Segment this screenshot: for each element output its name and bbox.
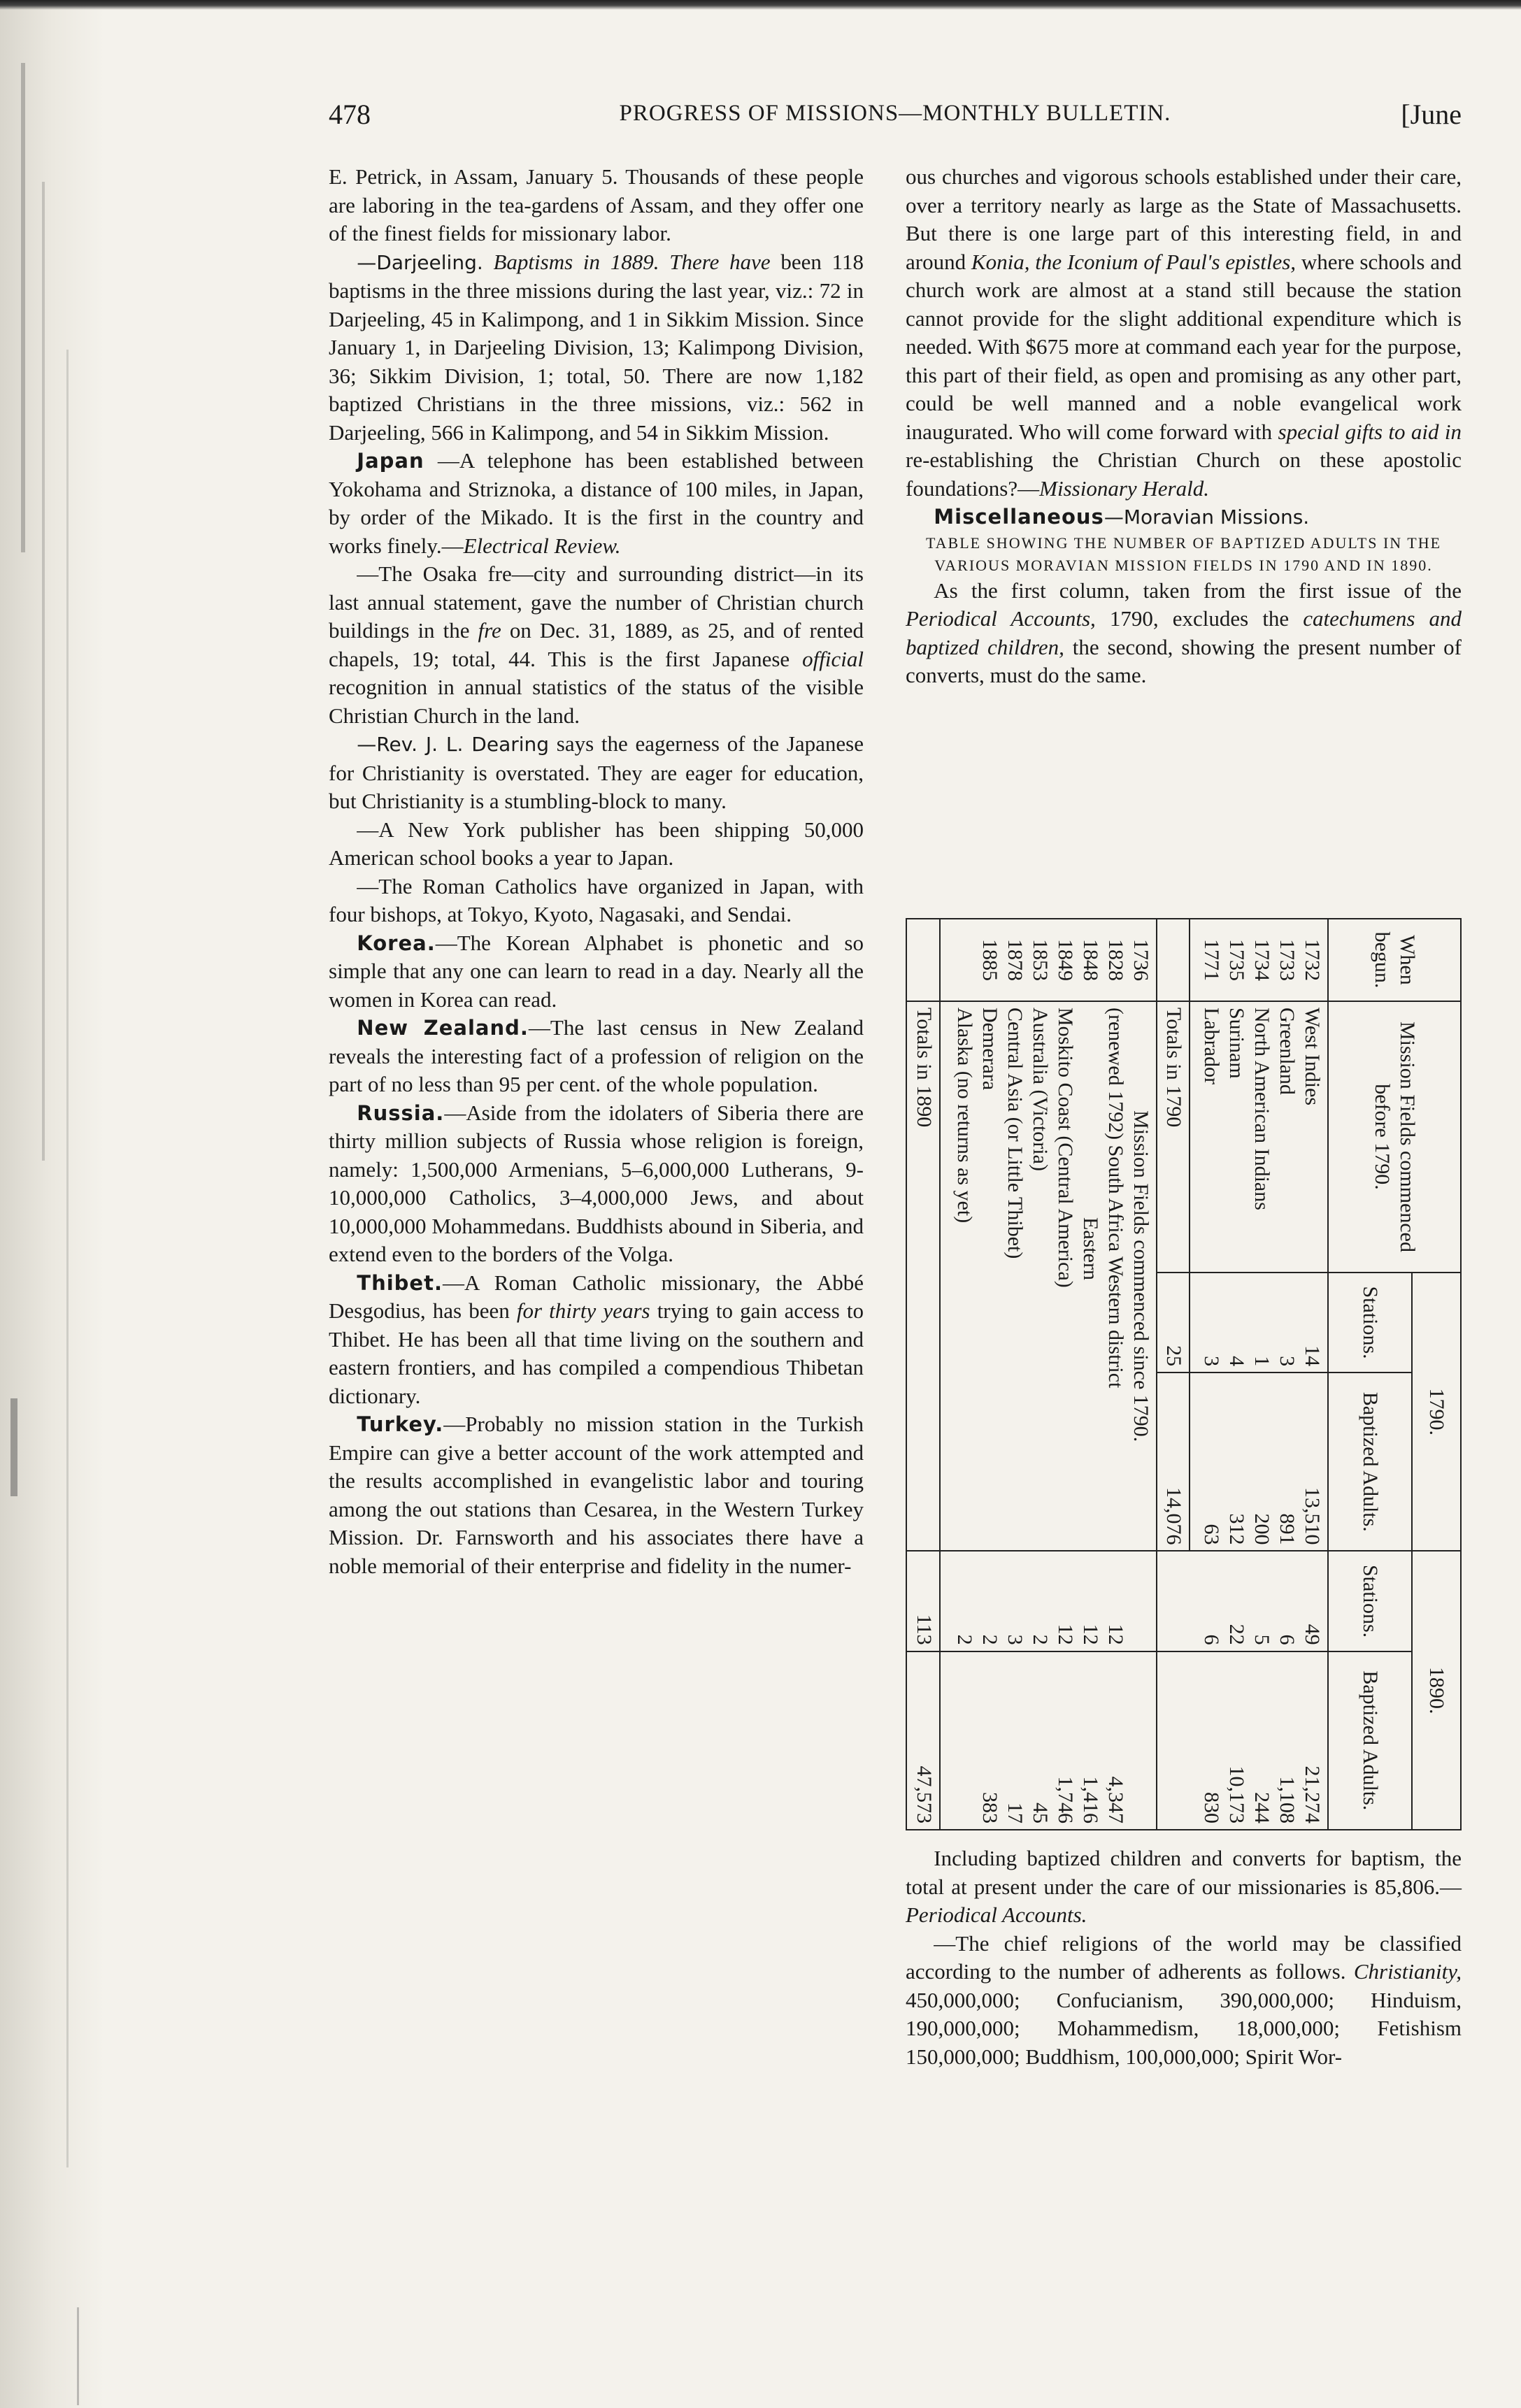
late-years-cell bbox=[940, 919, 1157, 1001]
early-year: 1732 bbox=[1301, 939, 1324, 981]
baptized-1890-value: 10,173 bbox=[1225, 1765, 1248, 1823]
early-baptized-1890-cell bbox=[1157, 1651, 1328, 1830]
totals-1890-stations: 113 bbox=[906, 1551, 940, 1651]
cesarea-italic-gifts: special gifts to aid in bbox=[1278, 419, 1462, 444]
japan-source: Electrical Review. bbox=[463, 533, 621, 558]
header-when-begun: When begun. bbox=[1328, 919, 1461, 1001]
header-1890: 1890. bbox=[1412, 1551, 1461, 1830]
cesarea-text-a: ous churches and vigorous schools established under their care, over a territory nearly as large as the State of Massachusetts. But there is one large part of this interesting field, in and around bbox=[906, 164, 1462, 274]
intro-text-a: As the first column, taken from the first issue of the bbox=[934, 578, 1462, 603]
japan-body: —A telephone has been established between Yokohama and Striznoka, a distance of 100 miles, in Japan, by order of the Mikado. It is the first in the country and works finely.— bbox=[329, 448, 864, 558]
late-baptized-value: 45 bbox=[1028, 1803, 1052, 1823]
new-york-paragraph: —A New York publisher has been shipping 50,000 American school books a year to Japan. bbox=[329, 817, 864, 870]
korea-heading: Korea. bbox=[357, 931, 436, 955]
late-stations-value: 12 bbox=[1104, 1624, 1127, 1645]
miscellaneous-heading: Miscellaneous bbox=[934, 505, 1104, 529]
korea-paragraph bbox=[329, 929, 864, 1015]
cesarea-text-b: where schools and church work are almost at a stand still because the station cannot provide for the slight additional expenditure which is needed. With $675 more at command each year for the purpose, this part of their field, as open and promising as any other part, could be well manned and a noble evangelical work inaugurated. Who will come forward with bbox=[906, 249, 1462, 444]
early-fields-row bbox=[1190, 919, 1328, 1830]
new-zealand-body: —The last census in New Zealand reveals the interesting fact of a profession of religion on the part of no less than 95 per cent. of the whole population. bbox=[329, 1015, 864, 1096]
totals-1790-blank bbox=[1157, 919, 1190, 1001]
japan-paragraph bbox=[329, 447, 864, 560]
table-caption: TABLE SHOWING THE NUMBER OF BAPTIZED ADULTS IN THE VARIOUS MORAVIAN MISSION FIELDS IN 1790 AND IN 1890. bbox=[925, 533, 1442, 574]
total-converts-source: Periodical Accounts. bbox=[906, 1902, 1087, 1927]
page-binding-edge bbox=[0, 0, 105, 2408]
late-year: 1878 bbox=[1003, 939, 1027, 981]
religions-text-b: 450,000,000; Confucianism, 390,000,000; Hinduism, 190,000,000; Mohammedism, 18,000,000; Fetishism 150,000,000; Buddhism, 100,000,000; Spirit Wor- bbox=[906, 1987, 1462, 2069]
baptized-1790-value: 312 bbox=[1225, 1513, 1248, 1545]
miscellaneous-subheading: —Moravian Missions. bbox=[1104, 506, 1310, 529]
late-stations-value: 2 bbox=[978, 1634, 1001, 1645]
late-field-name: Australia (Victoria) bbox=[1028, 1008, 1052, 1171]
early-fields-cell bbox=[1190, 1001, 1328, 1273]
stations-1790-value: 1 bbox=[1250, 1356, 1273, 1367]
late-fields-cell bbox=[940, 1001, 1157, 1551]
japan-heading: Japan bbox=[357, 449, 424, 473]
dearing-body: says the eagerness of the Japanese for Christianity is overstated. They are eager for education, but Christianity is a stumbling-block to many. bbox=[329, 731, 864, 813]
early-years-cell bbox=[1190, 919, 1328, 1001]
intro-text-b: 1790, excludes the bbox=[1095, 606, 1304, 631]
early-year: 1771 bbox=[1200, 939, 1223, 981]
russia-body: —Aside from the idolaters of Siberia there are thirty million subjects of Russia whose religion is foreign, namely: 1,500,000 Armenians, 5–6,000,000 Lutherans, 9-10,000,000 Catholics, 3–4,000,000 Jews, and about 10,000,000 Mohammedans. Buddhists abound in Siberia, and extend even to the borders of the Volga. bbox=[329, 1100, 864, 1266]
osaka-italic-official: official bbox=[802, 646, 864, 671]
baptized-1790-value: 13,510 bbox=[1301, 1486, 1324, 1545]
early-baptized-1790-cell bbox=[1190, 1373, 1328, 1551]
turkey-paragraph bbox=[329, 1410, 864, 1580]
late-baptized-value: 17 bbox=[1003, 1803, 1027, 1823]
header-stations-1790: Stations. bbox=[1328, 1273, 1412, 1373]
top-edge-shadow bbox=[0, 0, 1521, 10]
religions-text-a: —The chief religions of the world may be classified according to the number of adherents as follows. bbox=[906, 1930, 1462, 1984]
stations-1890-value: 5 bbox=[1250, 1634, 1273, 1645]
new-zealand-paragraph bbox=[329, 1014, 864, 1099]
stations-1890-value: 6 bbox=[1276, 1634, 1299, 1645]
roman-catholics-paragraph: —The Roman Catholics have organized in Japan, with four bishops, at Tokyo, Kyoto, Nagasaki, and Sendai. bbox=[329, 873, 864, 926]
totals-1790-baptized: 14,076 bbox=[1157, 1373, 1190, 1551]
early-field-name: Surinam bbox=[1225, 1008, 1248, 1079]
late-stations-value: 12 bbox=[1078, 1624, 1102, 1645]
late-stations-value: 2 bbox=[952, 1634, 976, 1645]
miscellaneous-heading-line bbox=[906, 503, 1462, 532]
table-intro-paragraph bbox=[906, 577, 1462, 690]
baptized-1890-value: 1,108 bbox=[1276, 1776, 1299, 1823]
cesarea-italic-konia: Konia, the Iconium of Paul's epistles, bbox=[971, 249, 1297, 274]
intro-italic-catechumens: catechumens and baptized children, bbox=[906, 606, 1462, 659]
stations-1790-value: 14 bbox=[1301, 1345, 1324, 1367]
korea-body: —The Korean Alphabet is phonetic and so simple that any one can learn to read in a day. Nearly all the women in Korea can read. bbox=[329, 930, 864, 1012]
early-year: 1734 bbox=[1250, 939, 1273, 981]
thibet-text-a: —A Roman Catholic missionary, the Abbé Desgodius, has been bbox=[329, 1270, 864, 1323]
world-religions-paragraph bbox=[906, 1930, 1462, 2072]
header-baptized-1790: Baptized Adults. bbox=[1328, 1373, 1412, 1551]
totals-1890-blank bbox=[906, 919, 940, 1001]
religions-italic-christianity: Christianity, bbox=[1353, 1959, 1462, 1984]
header-1790: 1790. bbox=[1412, 1273, 1461, 1551]
early-year: 1735 bbox=[1225, 939, 1248, 981]
late-stations-value: 12 bbox=[1053, 1624, 1077, 1645]
late-field-name: Demerara bbox=[978, 1008, 1001, 1091]
header-baptized-1890: Baptized Adults. bbox=[1328, 1651, 1412, 1830]
stations-1890-value: 22 bbox=[1225, 1624, 1248, 1645]
late-baptized-value: 4,347 bbox=[1104, 1776, 1127, 1823]
total-converts-text: Including baptized children and converts for baptism, the total at present under the care of our missionaries is 85,806.— bbox=[906, 1846, 1462, 1899]
late-field-name: Alaska (no returns as yet) bbox=[952, 1008, 976, 1224]
baptized-1890-value: 21,274 bbox=[1301, 1765, 1324, 1823]
right-column-top bbox=[906, 163, 1462, 690]
late-year: 1736 bbox=[1129, 939, 1152, 981]
darjeeling-heading: —Darjeeling. bbox=[357, 250, 483, 274]
late-baptized-value: 1,746 bbox=[1053, 1776, 1077, 1823]
baptized-1890-value: 830 bbox=[1200, 1792, 1223, 1823]
late-year: 1849 bbox=[1053, 939, 1077, 981]
osaka-text-c: recognition in annual statistics of the status of the visible Christian Church in the land. bbox=[329, 675, 864, 728]
late-year: 1828 bbox=[1104, 939, 1127, 981]
totals-1890-row bbox=[906, 919, 940, 1830]
header-stations-1890: Stations. bbox=[1328, 1551, 1412, 1651]
baptized-1790-value: 200 bbox=[1250, 1513, 1273, 1545]
totals-1890-baptized: 47,573 bbox=[906, 1651, 940, 1830]
cesarea-source: Missionary Herald. bbox=[1039, 475, 1209, 501]
late-stations-value: 2 bbox=[1028, 1634, 1052, 1645]
moravian-missions-table-rotated bbox=[906, 918, 1462, 1830]
page-number: 478 bbox=[329, 99, 371, 130]
late-baptized-value: 1,416 bbox=[1078, 1776, 1102, 1823]
early-stations-1890-cell bbox=[1157, 1551, 1328, 1651]
baptized-1790-value: 63 bbox=[1200, 1524, 1223, 1545]
thibet-text-b: trying to gain access to Thibet. He has been all that time living on the southern and eastern frontiers, and has compiled a compendious Thibetan dictionary. bbox=[329, 1298, 864, 1408]
late-baptized-value: 383 bbox=[978, 1792, 1001, 1823]
early-field-name: Labrador bbox=[1200, 1008, 1223, 1084]
header-fields-before-1790: Mission Fields commenced before 1790. bbox=[1328, 1001, 1461, 1273]
stations-1890-value: 49 bbox=[1301, 1624, 1324, 1645]
osaka-text-a: —The Osaka fre—city and surrounding district—in its last annual statement, gave the number of Christian church buildings in the bbox=[329, 561, 864, 643]
late-year: 1848 bbox=[1078, 939, 1102, 981]
early-year: 1733 bbox=[1276, 939, 1299, 981]
late-baptized-1890-cell bbox=[940, 1651, 1157, 1830]
russia-paragraph bbox=[329, 1099, 864, 1269]
stations-1790-value: 3 bbox=[1200, 1356, 1223, 1367]
turkey-body: —Probably no mission station in the Turkish Empire can give a better account of the work attempted and the results accomplished in evangelistic labor and touring among the out stations than Cesarea, in the Western Turkey Mission. Dr. Farnsworth and his associates there have a noble memorial of their enterprise and fidelity in the numer- bbox=[329, 1412, 864, 1578]
total-converts-paragraph bbox=[906, 1844, 1462, 1930]
running-title: PROGRESS OF MISSIONS—MONTHLY BULLETIN. bbox=[619, 101, 1171, 126]
late-field-name: Central Asia (or Little Thibet) bbox=[1003, 1008, 1027, 1259]
baptized-1890-value: 244 bbox=[1250, 1792, 1273, 1823]
late-year: 1853 bbox=[1028, 939, 1052, 981]
late-stations-1890-cell bbox=[940, 1551, 1157, 1651]
early-field-name: Greenland bbox=[1276, 1008, 1299, 1095]
dearing-paragraph bbox=[329, 730, 864, 816]
osaka-paragraph bbox=[329, 560, 864, 730]
intro-text-c: the second, showing the present number of converts, must do the same. bbox=[906, 634, 1462, 687]
late-field-name: Eastern bbox=[1078, 1217, 1102, 1280]
new-zealand-heading: New Zealand. bbox=[357, 1016, 529, 1040]
left-column bbox=[329, 163, 864, 1580]
late-field-name: Moskito Coast (Central America) bbox=[1053, 1008, 1077, 1288]
russia-heading: Russia. bbox=[357, 1101, 445, 1125]
thibet-italic: for thirty years bbox=[516, 1298, 650, 1323]
darjeeling-italic: Baptisms in 1889. There have bbox=[493, 249, 771, 274]
totals-1890-label: Totals in 1890 bbox=[906, 1001, 940, 1551]
intro-italic-accounts: Periodical Accounts, bbox=[906, 606, 1096, 631]
darjeeling-body: been 118 baptisms in the three missions during the last year, viz.: 72 in Darjeeling, 45 in Kalimpong, and 1 in Sikkim Mission. Since January 1, in Darjeeling Division, 13; Kalimpong Division, 36; Sikkim Division, 1; total, 50. There are now 1,182 baptized Christians in the three missions, viz.: 562 in Darjeeling, 566 in Kalimpong, and 54 in Sikkim Mission. bbox=[329, 249, 864, 445]
osaka-text-b: on Dec. 31, 1889, as 25, and of rented chapels, 19; total, 44. This is the first Japanese bbox=[329, 618, 864, 671]
moravian-missions-table bbox=[906, 918, 1462, 1830]
right-column-bottom bbox=[906, 1844, 1462, 2071]
early-field-name: West Indies bbox=[1301, 1008, 1324, 1106]
thibet-paragraph bbox=[329, 1269, 864, 1411]
turkey-heading: Turkey. bbox=[357, 1412, 444, 1436]
stations-1890-value: 6 bbox=[1200, 1634, 1223, 1645]
totals-1790-label: Totals in 1790 bbox=[1157, 1001, 1190, 1273]
late-year: 1885 bbox=[978, 939, 1001, 981]
thibet-heading: Thibet. bbox=[357, 1270, 443, 1295]
darjeeling-paragraph bbox=[329, 248, 864, 447]
baptized-1790-value: 891 bbox=[1276, 1513, 1299, 1545]
stations-1790-value: 3 bbox=[1276, 1356, 1299, 1367]
running-month: [June bbox=[1401, 99, 1462, 130]
running-head bbox=[329, 98, 1462, 140]
late-fields-row bbox=[940, 919, 1157, 1830]
early-field-name: North American Indians bbox=[1250, 1008, 1273, 1210]
dearing-heading: —Rev. J. L. Dearing bbox=[357, 733, 550, 756]
late-stations-value: 3 bbox=[1003, 1634, 1027, 1645]
early-stations-1790-cell bbox=[1190, 1273, 1328, 1373]
assam-paragraph: E. Petrick, in Assam, January 5. Thousands of these people are laboring in the tea-gardens of Assam, and they offer one of the finest fields for missionary labor. bbox=[329, 164, 864, 245]
totals-1790-stations: 25 bbox=[1157, 1273, 1190, 1373]
late-field-name: (renewed 1792) South Africa Western district bbox=[1104, 1008, 1127, 1389]
header-fields-since-1790: Mission Fields commenced since 1790. bbox=[1129, 1110, 1152, 1442]
stations-1790-value: 4 bbox=[1225, 1356, 1248, 1367]
cesarea-text-c: re-establishing the Christian Church on these apostolic foundations?— bbox=[906, 447, 1462, 501]
moravian-missions-table-region bbox=[906, 918, 1462, 1830]
osaka-italic-fre: fre bbox=[478, 618, 501, 643]
cesarea-continuation bbox=[906, 163, 1462, 503]
